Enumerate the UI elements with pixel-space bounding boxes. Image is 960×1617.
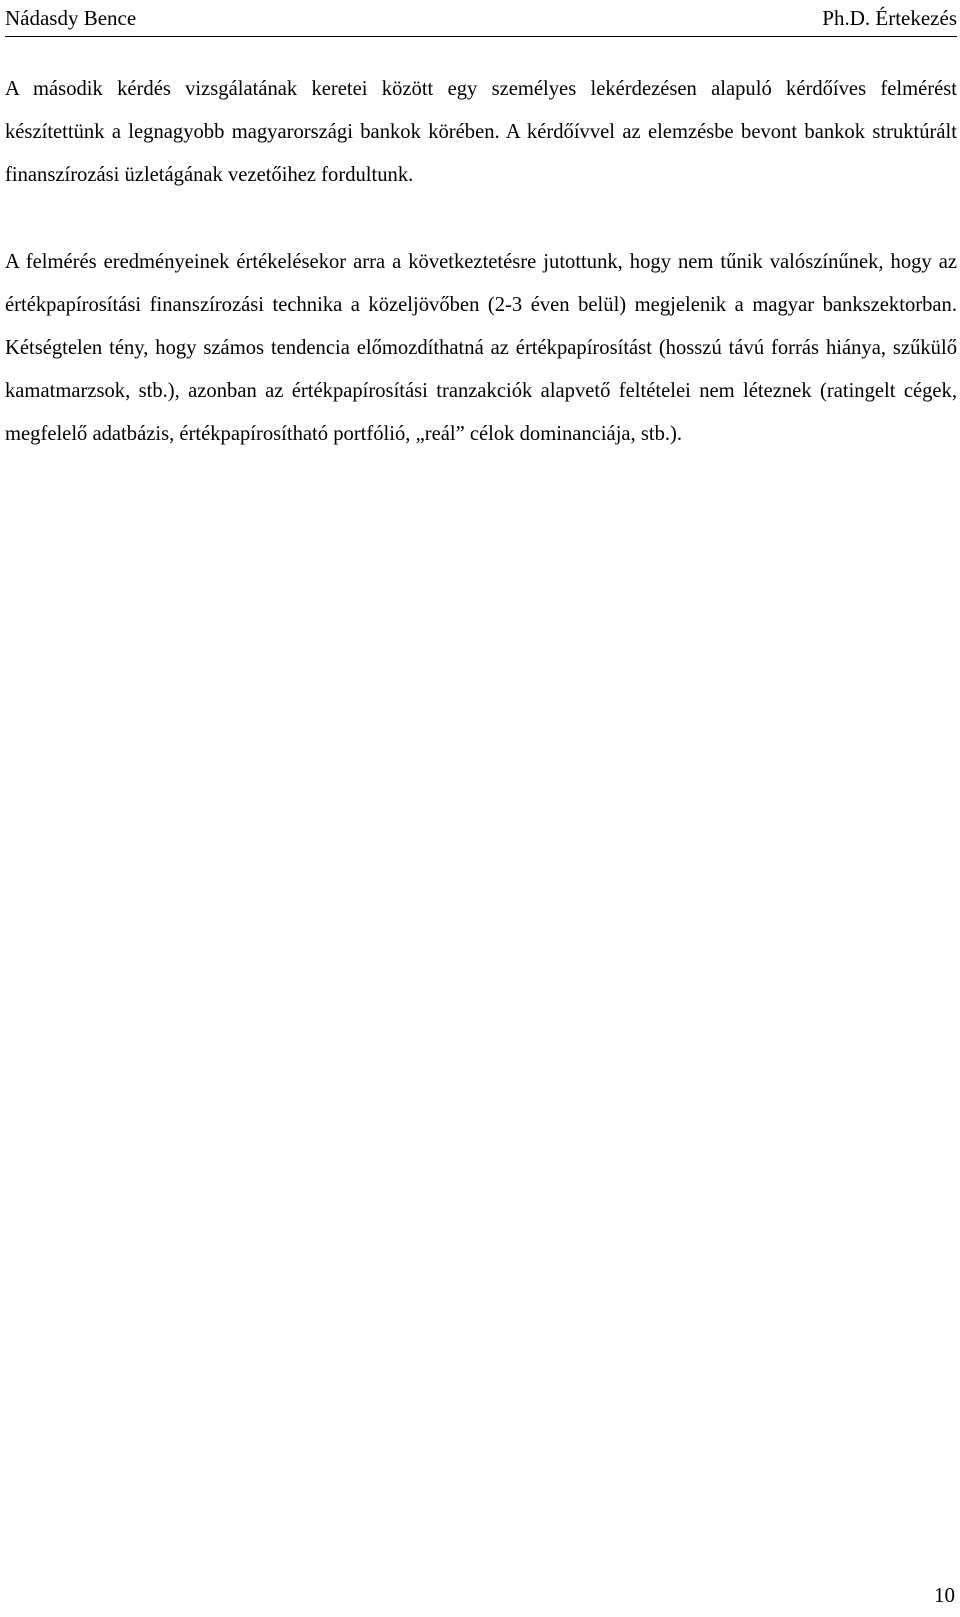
header-author: Nádasdy Bence [5, 6, 137, 30]
page-number: 10 [934, 1583, 955, 1607]
page-header [5, 3, 957, 33]
header-divider [5, 36, 957, 37]
body-paragraph-2: A felmérés eredményeinek értékelésekor arra a következtetésre jutottunk, hogy nem tűnik valószínűnek, hogy az értékpapírosítási finanszírozási technika a közeljövőben (2-3 éven belül) megjelenik a magyar bankszektorban. Kétségtelen tény, hogy számos tendencia előmozdíthatná az értékpapírosítást (hosszú távú forrás hiánya, szűkülő kamatmarzsok, stb.), azonban az értékpapírosítási tranzakciók alapvető feltételei nem léteznek (ratingelt cégek, megfelelő adatbázis, értékpapírosítható portfólió, „reál” célok dominanciája, stb.). [5, 251, 957, 445]
body-paragraph-1: A második kérdés vizsgálatának keretei között egy személyes lekérdezésen alapuló kérdőíves felmérést készítettünk a legnagyobb magyarországi bankok körében. A kérdőívvel az elemzésbe bevont bankok struktúrált finanszírozási üzletágának vezetőihez fordultunk. [5, 78, 957, 186]
header-title: Ph.D. Értekezés [822, 6, 957, 30]
